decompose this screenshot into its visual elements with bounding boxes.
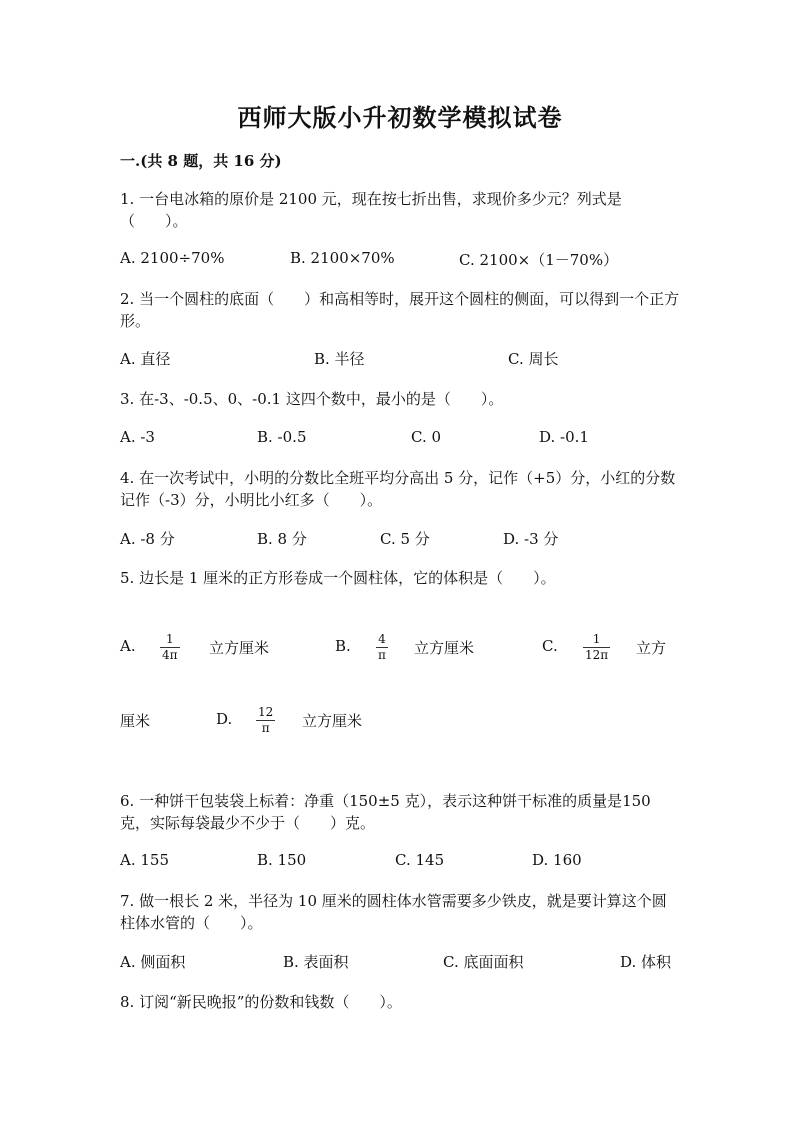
option-4a: A. -8 分 [120, 530, 175, 548]
question-1: 1. 一台电冰箱的原价是 2100 元，现在按七折出售，求现价多少元？列式是（ ）。 [120, 190, 622, 230]
option-2a: A. 直径 [120, 350, 171, 368]
option-6c: C. 145 [395, 851, 445, 869]
question-2: 2. 当一个圆柱的底面（ ）和高相等时，展开这个圆柱的侧面，可以得到一个正方形。 [120, 290, 680, 330]
option-7a: A. 侧面积 [120, 953, 186, 971]
question-3: 3. 在-3、-0.5、0、-0.1 这四个数中，最小的是（ ）。 [120, 390, 504, 408]
option-5c-unit-continued: 厘米 [120, 712, 151, 730]
option-4d: D. -3 分 [503, 530, 559, 548]
question-6: 6. 一种饼干包装袋上标着：净重（150±5 克），表示这种饼干标准的质量是150 克，实际每袋最少不少于（ ）克。 [120, 792, 651, 832]
fraction-5d [256, 705, 275, 736]
option-2b: B. 半径 [314, 350, 365, 368]
option-3a: A. -3 [120, 428, 155, 446]
option-7b: B. 表面积 [283, 953, 349, 971]
question-4: 4. 在一次考试中，小明的分数比全班平均分高出 5 分，记作（+5）分，小红的分数记作（-3）分，小明比小红多（ ）。 [120, 469, 676, 509]
page-title: 西师大版小升初数学模拟试卷 [237, 103, 563, 132]
option-5c-label: C. [542, 637, 558, 655]
fraction-numerator: 12 [258, 705, 274, 719]
section-heading: 一.(共 8 题，共 16 分) [120, 152, 282, 170]
fraction-numerator: 1 [592, 632, 601, 646]
option-6d: D. 160 [532, 851, 582, 869]
option-4c: C. 5 分 [380, 530, 430, 548]
option-4b: B. 8 分 [257, 530, 307, 548]
option-3d: D. -0.1 [539, 428, 589, 446]
option-2c: C. 周长 [508, 350, 559, 368]
fraction-denominator: 4π [162, 648, 178, 662]
option-1b: B. 2100×70% [290, 249, 395, 267]
option-5b-unit: 立方厘米 [414, 639, 475, 657]
fraction-5a [160, 632, 180, 663]
option-5a-label: A. [120, 637, 136, 655]
question-8: 8. 订阅“新民晚报”的份数和钱数（ ）。 [120, 993, 402, 1011]
fraction-denominator: 12π [585, 648, 609, 662]
option-1a: A. 2100÷70% [120, 249, 225, 267]
fraction-5b [376, 632, 388, 663]
question-5: 5. 边长是 1 厘米的正方形卷成一个圆柱体，它的体积是（ ）。 [120, 569, 556, 587]
option-1c: C. 2100×（1－70%） [459, 251, 619, 269]
option-6b: B. 150 [257, 851, 307, 869]
option-5d-unit: 立方厘米 [302, 712, 363, 730]
fraction-5c [583, 632, 610, 663]
option-6a: A. 155 [120, 851, 169, 869]
fraction-denominator: π [261, 721, 270, 735]
option-5a-unit: 立方厘米 [209, 639, 270, 657]
option-7c: C. 底面面积 [443, 953, 524, 971]
option-3c: C. 0 [411, 428, 442, 446]
option-5d-label: D. [216, 710, 233, 728]
question-7: 7. 做一根长 2 米，半径为 10 厘米的圆柱体水管需要多少铁皮，就是要计算这个圆柱体水管的（ ）。 [120, 892, 667, 932]
fraction-numerator: 4 [378, 632, 386, 646]
fraction-denominator: π [378, 648, 386, 662]
option-5b-label: B. [335, 637, 351, 655]
option-7d: D. 体积 [620, 953, 672, 971]
option-5c-unit: 立方 [636, 639, 667, 657]
option-3b: B. -0.5 [257, 428, 307, 446]
fraction-numerator: 1 [165, 632, 174, 646]
